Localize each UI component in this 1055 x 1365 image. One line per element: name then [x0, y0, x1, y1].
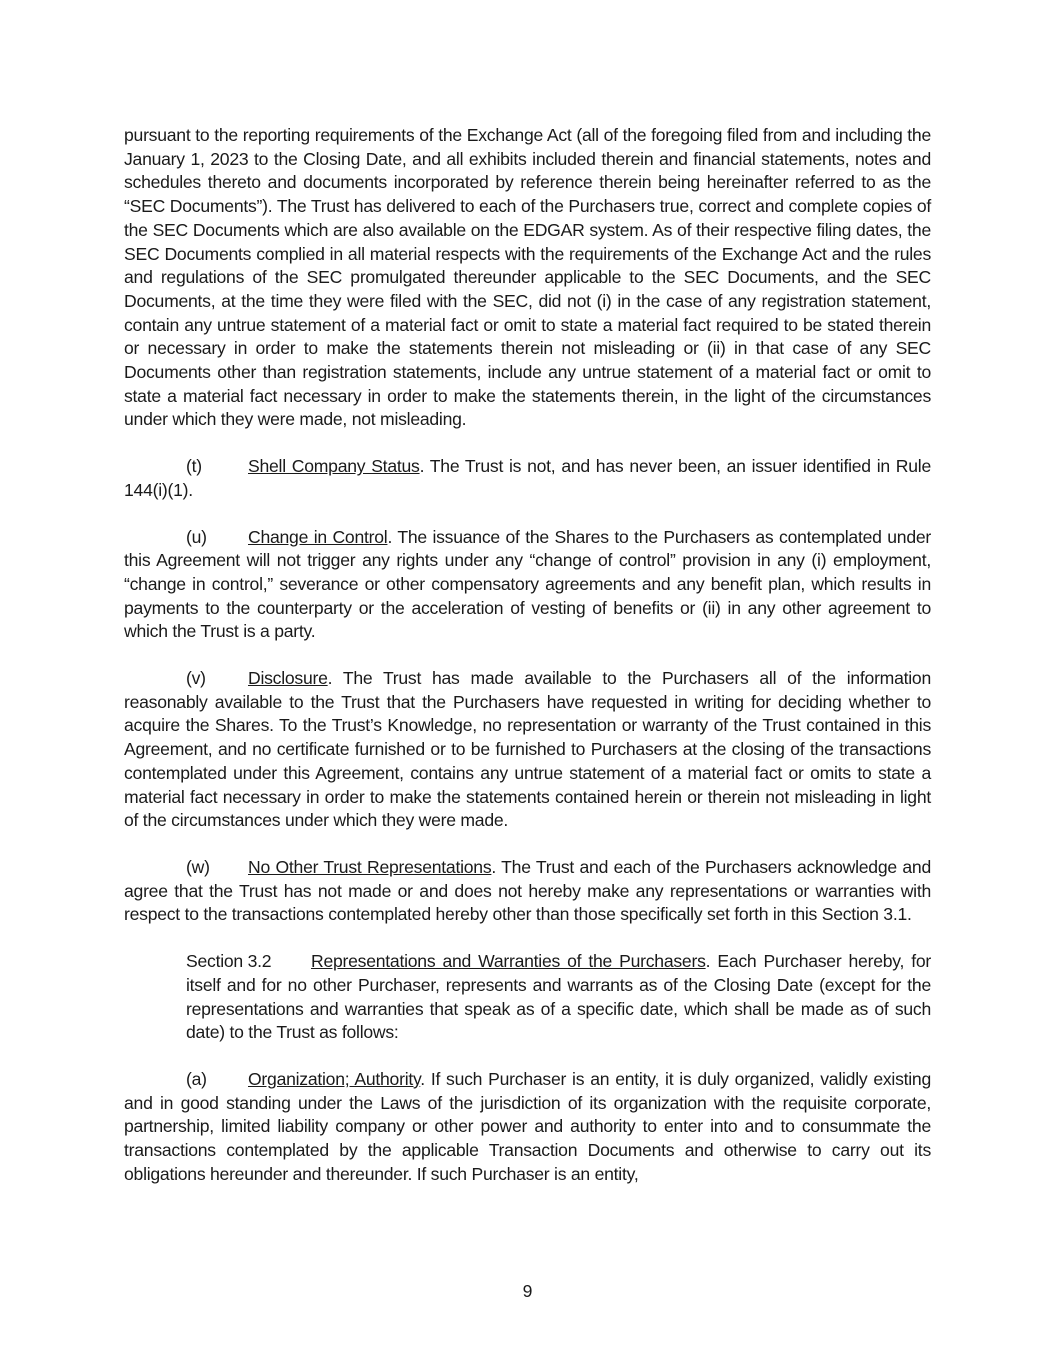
section-3-2	[186, 950, 931, 1045]
clause-v-title: Disclosure	[248, 668, 328, 689]
page-number: 9	[522, 1281, 533, 1301]
clause-u-label: (u)	[186, 526, 207, 547]
clause-a-label: (a)	[186, 1068, 207, 1089]
clause-w-title: No Other Trust Representations	[248, 856, 492, 877]
clause-a-title: Organization; Authority	[248, 1068, 421, 1089]
clause-u-title: Change in Control	[248, 526, 388, 547]
section-3-2-text: . Each Purchaser hereby, for itself and for no other Purchaser, represents and warrants as of the Closing Date (except for the representations and warranties that speak as of a specific date, which shall be made as of such date) to the Trust as follows:	[186, 951, 932, 1043]
clause-v-text: . The Trust has made available to the Purchasers all of the information reasonably available to the Trust that the Purchasers have requested in writing for deciding whether to acquire the Shares. To the Trust’s Knowledge, no representation or warranty of the Trust contained in this Agreement, and no certificate furnished or to be furnished to Purchasers at the closing of the transactions contemplated under this Agreement, contains any untrue statement of a material fact or omits to state a material fact necessary in order to make the statements contained herein or therein not misleading in light of the circumstances under which they were made.	[124, 668, 931, 831]
clause-t-text: . The Trust is not, and has never been, an issuer identified in Rule 144(i)(1).	[124, 456, 931, 500]
clause-t-title: Shell Company Status	[248, 456, 420, 477]
clause-u-text: . The issuance of the Shares to the Purchasers as contemplated under this Agreement will not trigger any rights under any “change of control” provision in any (i) employment, “change in control,” severance or other compensatory agreements and any benefit plan, which results in payments to the counterparty or the acceleration of vesting of benefits or (ii) in any other agreement to which the Trust is a party.	[124, 526, 931, 642]
section-3-2-title: Representations and Warranties of the Purchasers	[311, 951, 706, 972]
intro-paragraph: pursuant to the reporting requirements of the Exchange Act (all of the foregoing filed from and including the January 1, 2023 to the Closing Date, and all exhibits included therein and financial statements, notes and schedules thereto and documents incorporated by reference therein being hereinafter referred to as the “SEC Documents”). The Trust has delivered to each of the Purchasers true, correct and complete copies of the SEC Documents which are also available on the EDGAR system. As of their respective filing dates, the SEC Documents complied in all material respects with the requirements of the Exchange Act and the rules and regulations of the SEC promulgated thereunder applicable to the SEC Documents, and the SEC Documents, at the time they were filed with the SEC, did not (i) in the case of any registration statement, contain any untrue statement of a material fact or omit to state a material fact required to be stated therein or necessary in order to make the statements therein not misleading or (ii) in that case of any SEC Documents other than registration statements, include any untrue statement of a material fact or omit to state a material fact necessary in order to make the statements therein, in the light of the circumstances under which they were made, not misleading.	[124, 125, 931, 430]
clause-u	[124, 526, 931, 645]
clause-a-text: . If such Purchaser is an entity, it is duly organized, validly existing and in good standing under the Laws of the jurisdiction of its organization with the requisite corporate, partnership, limited liability company or other power and authority to enter into and to consummate the transactions contemplated by the applicable Transaction Documents and otherwise to carry out its obligations hereunder and thereunder. If such Purchaser is an entity,	[124, 1068, 932, 1184]
clause-a	[124, 1068, 931, 1187]
document-page	[124, 124, 931, 1186]
section-3-2-number: Section 3.2	[186, 951, 272, 972]
clause-w	[124, 856, 931, 927]
clause-w-label: (w)	[186, 856, 210, 877]
clause-t	[124, 455, 931, 502]
clause-w-text: . The Trust and each of the Purchasers acknowledge and agree that the Trust has not made or and does not hereby make any representations or warranties with respect to the transactions contemplated hereby other than those specifically set forth in this Section 3.1.	[124, 856, 931, 925]
clause-v	[124, 667, 931, 833]
clause-t-label: (t)	[186, 456, 202, 477]
clause-v-label: (v)	[186, 668, 206, 689]
